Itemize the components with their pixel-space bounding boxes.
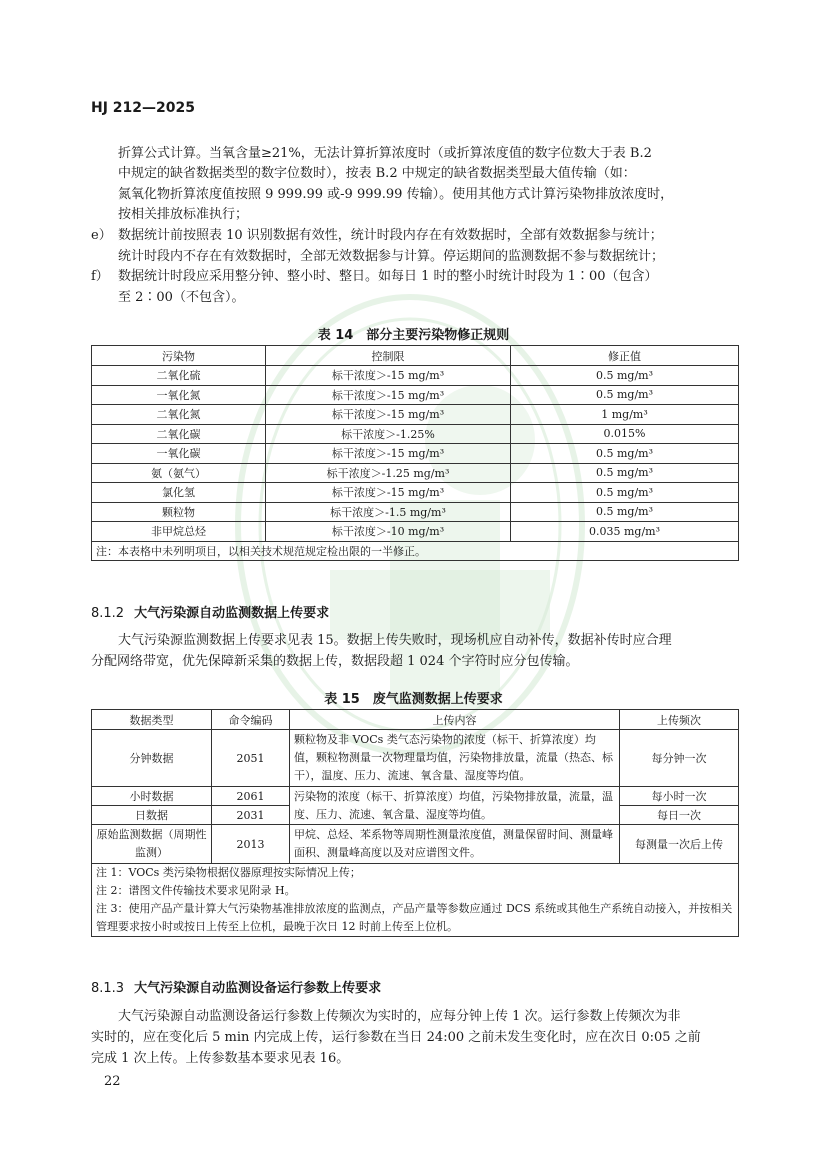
list-marker: e）: [91, 228, 112, 243]
table-cell: 标干浓度＞-15 mg/m³: [266, 366, 511, 386]
table-cell: 每测量一次后上传: [620, 825, 739, 864]
table-row: [92, 825, 739, 864]
section-number: 8.1.2: [91, 606, 125, 621]
table-cell: 颗粒物: [92, 502, 266, 522]
table14: [91, 345, 739, 561]
table-row: [92, 502, 739, 522]
table-cell: 每日一次: [620, 806, 739, 825]
intro-line: 氮氧化物折算浓度值按照 9 999.99 或-9 999.99 传输）。使用其他方式计算污染物排放浓度时，: [118, 187, 674, 202]
table-cell: 标干浓度＞-1.5 mg/m³: [266, 502, 511, 522]
table-cell: 二氧化硫: [92, 366, 266, 386]
section-title: 大气污染源自动监测数据上传要求: [134, 606, 330, 621]
section813-line: 完成 1 次上传。上传参数基本要求见表 16。: [91, 1051, 350, 1066]
table-cell: 小时数据: [92, 787, 212, 806]
table-cell: 一氧化氮: [92, 385, 266, 405]
table14-note: 注：本表格中未列明项目，以相关技术规范规定检出限的一半修正。: [92, 541, 739, 560]
table-cell: 氯化氢: [92, 483, 266, 503]
intro-line: 按相关排放标准执行；: [118, 207, 249, 222]
table-row: [92, 385, 739, 405]
section-title: 大气污染源自动监测设备运行参数上传要求: [134, 981, 382, 996]
table-cell: 颗粒物及非 VOCs 类气态污染物的浓度（标干、折算浓度）均值，颗粒物测量一次物理量均值，污染物排放量，流量（热态、标干），温度、压力、流速、氧含量、湿度等均值。: [290, 730, 620, 787]
table-cell: 标干浓度＞-15 mg/m³: [266, 385, 511, 405]
list-item-e: [91, 226, 665, 267]
table14-header: 修正值: [511, 346, 739, 366]
table-row: [92, 483, 739, 503]
table-row: [92, 366, 739, 386]
page-number: 22: [104, 1074, 121, 1089]
list-line: 数据统计前按照表 10 识别数据有效性，统计时段内存在有效数据时，全部有效数据参与统计；: [118, 228, 663, 243]
table15-header: 数据类型: [92, 710, 212, 730]
section813-line: 大气污染源自动监测设备运行参数上传频次为实时的，应每分钟上传 1 次。运行参数上传频次为非: [118, 1009, 681, 1024]
table-cell: 甲烷、总烃、苯系物等周期性测量浓度值，测量保留时间、测量峰面积、测量峰高度以及对应谱图文件。: [290, 825, 620, 864]
table-cell: 日数据: [92, 806, 212, 825]
section812-line: 大气污染源监测数据上传要求见表 15。数据上传失败时，现场机应自动补传，数据补传时应合理: [118, 633, 672, 648]
list-line: 数据统计时段应采用整分钟、整小时、整日。如每日 1 时的整小时统计时段为 1∶00（包含）: [118, 269, 658, 284]
table15-note: 注 1：VOCs 类污染物根据仪器原理按实际情况上传；: [96, 866, 361, 879]
table-cell: 0.035 mg/m³: [511, 522, 739, 542]
table-cell: 0.5 mg/m³: [511, 444, 739, 464]
table-cell: 氨（氨气）: [92, 463, 266, 483]
table14-header: 控制限: [266, 346, 511, 366]
table-cell: 非甲烷总烃: [92, 522, 266, 542]
table-cell: 标干浓度＞-10 mg/m³: [266, 522, 511, 542]
table-cell: 0.5 mg/m³: [511, 463, 739, 483]
section812-line: 分配网络带宽，优先保障新采集的数据上传，数据段超 1 024 个字符时应分包传输。: [91, 654, 579, 669]
table-cell: 标干浓度＞-15 mg/m³: [266, 483, 511, 503]
table-cell: 二氧化氮: [92, 405, 266, 425]
table-cell: 标干浓度＞-15 mg/m³: [266, 444, 511, 464]
table15: [91, 709, 739, 937]
intro-line: 中规定的缺省数据类型的数字位数时），按表 B.2 中规定的缺省数据类型最大值传输（如：: [118, 166, 636, 181]
section-heading-812: [91, 602, 329, 621]
table-cell: 一氧化碳: [92, 444, 266, 464]
table-cell: 每分钟一次: [620, 730, 739, 787]
table-cell: 2061: [212, 787, 290, 806]
table-cell: 污染物的浓度（标干、折算浓度）均值，污染物排放量，流量，温度、压力、流速、氧含量、湿度等均值。: [290, 787, 620, 825]
table15-header: 命令编码: [212, 710, 290, 730]
table-cell: 分钟数据: [92, 730, 212, 787]
table-cell: 每小时一次: [620, 787, 739, 806]
list-line: 至 2∶00（不包含）。: [118, 289, 245, 305]
table14-header: 污染物: [92, 346, 266, 366]
table-cell: 标干浓度＞-1.25 mg/m³: [266, 463, 511, 483]
table-cell: 2031: [212, 806, 290, 825]
table-cell: 0.5 mg/m³: [511, 502, 739, 522]
table-cell: 0.5 mg/m³: [511, 483, 739, 503]
table-row: [92, 424, 739, 444]
list-item-f: [91, 267, 658, 308]
table-cell: 标干浓度＞-1.25%: [266, 424, 511, 444]
table15-header: 上传内容: [290, 710, 620, 730]
table-row: [92, 405, 739, 425]
table15-notes: [92, 864, 739, 937]
table15-caption: 表 15 废气监测数据上传要求: [324, 692, 503, 707]
table-cell: 0.5 mg/m³: [511, 366, 739, 386]
table-cell: 0.5 mg/m³: [511, 385, 739, 405]
table15-note: 注 3：使用产品产量计算大气污染物基准排放浓度的监测点，产品产量等参数应通过 DCS 系统或其他生产系统自动接入，并按相关管理要求按小时或按日上传至上位机，最晚于次日 12 时前上传至上位机。: [96, 902, 733, 933]
list-marker: f）: [91, 269, 109, 284]
section-heading-813: [91, 977, 381, 996]
table-row: [92, 787, 739, 806]
table14-caption: 表 14 部分主要污染物修正规则: [317, 328, 510, 343]
section-number: 8.1.3: [91, 981, 125, 996]
section813-line: 实时的，应在变化后 5 min 内完成上传，运行参数在当日 24:00 之前未发生变化时，应在次日 0:05 之前: [91, 1030, 701, 1045]
table-cell: 原始监测数据（周期性监测）: [92, 825, 212, 864]
intro-line: 折算公式计算。当氧含量≥21%，无法计算折算浓度时（或折算浓度值的数字位数大于表 B.2: [118, 146, 652, 161]
table-cell: 0.015%: [511, 424, 739, 444]
table-cell: 2013: [212, 825, 290, 864]
table-cell: 1 mg/m³: [511, 405, 739, 425]
table-cell: 二氧化碳: [92, 424, 266, 444]
table-cell: 2051: [212, 730, 290, 787]
table-row: [92, 730, 739, 787]
table15-note: 注 2：谱图文件传输技术要求见附录 H。: [96, 884, 296, 897]
table-row: [92, 444, 739, 464]
table-cell: 标干浓度＞-15 mg/m³: [266, 405, 511, 425]
table-row: [92, 463, 739, 483]
table-row: [92, 522, 739, 542]
doc-code-header: HJ 212—2025: [91, 100, 195, 116]
list-line: 统计时段内不存在有效数据时，全部无效数据参与计算。停运期间的监测数据不参与数据统计；: [118, 248, 665, 264]
table15-header: 上传频次: [620, 710, 739, 730]
